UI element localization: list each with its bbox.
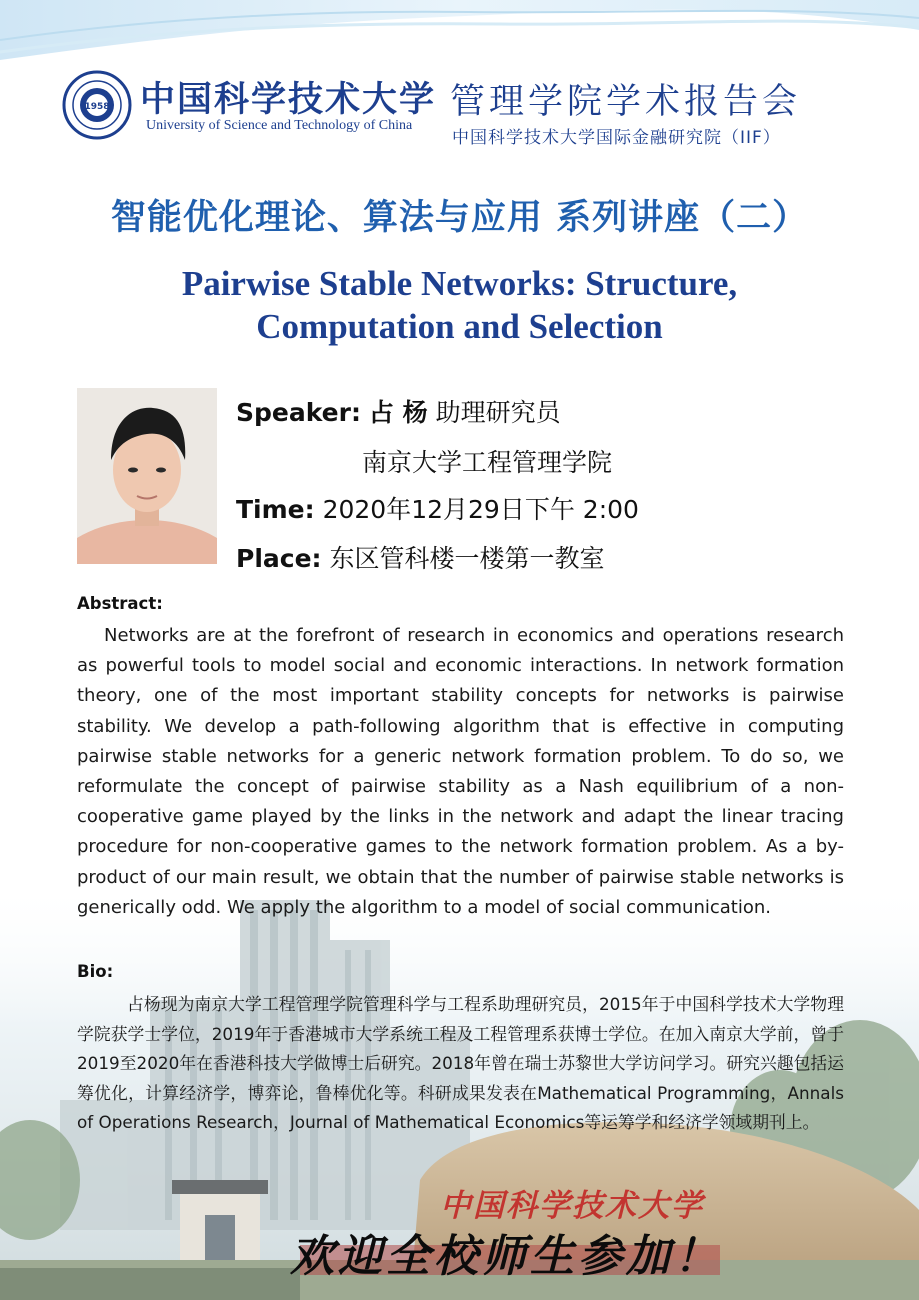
abstract-heading: Abstract: [77,594,163,613]
event-series-title: 管理学院学术报告会 [450,82,802,122]
bio-text: 占杨现为南京大学工程管理学院管理科学与工程系助理研究员，2015年于中国科学技术大学物理学院获学士学位，2019年于香港城市大学系统工程及工程管理系获博士学位。在加入南京大学前，曾于2019至2020年在香港科技大学做博士后研究。2018年曾在瑞士苏黎世大学访问学习。研究兴趣包括运筹优化，计算经济学，博弈论，鲁棒优化等。科研成果发表在Mathematical Programming，Annals of Operations Research，Journal of Mathematical Economics等运筹学和经济学领域期刊上。 [77,994,844,1132]
university-name-cn: 中国科学技术大学 [140,79,437,120]
welcome-message: 欢迎全校师生参加！ [290,1231,722,1282]
time-line [236,490,639,526]
talk-title [0,262,919,348]
time-value: 2020年12月29日下午 2:00 [322,495,639,524]
lecture-series-title: 智能优化理论、算法与应用 系列讲座（二） [110,198,809,238]
speaker-label: Speaker: [236,398,361,427]
place-label: Place: [236,544,322,573]
place-line [236,539,605,575]
ustc-logo-emblem [62,70,132,140]
university-name-en: University of Science and Technology of China [146,118,413,133]
speaker-line [236,393,561,429]
talk-title-line-2: Computation and Selection [256,307,663,346]
abstract-text: Networks are at the forefront of research in economics and operations research as powerful tools to model social and economic interactions. In network formation theory, one of the most important stability concepts for networks is pairwise stability. We develop a path-following algorithm that is effective in computing pairwise stable networks for a generic network formation problem. To do so, we reformulate the concept of pairwise stability as a Nash equilibrium of a non-cooperative game played by the links in the network and adapt the linear tracing procedure for non-cooperative games to the network formation problem. As a by-product of our main result, we obtain that the number of pairwise stable networks is generically odd. We apply the algorithm to a model of social communication. [77,625,844,918]
talk-title-line-1: Pairwise Stable Networks: Structure, [181,264,738,303]
institute-name: 中国科学技术大学国际金融研究院（IIF） [452,128,781,148]
bio-heading: Bio: [77,962,114,981]
stone-inscription: 中国科学技术大学 [440,1188,704,1224]
speaker-affiliation: 南京大学工程管理学院 [362,448,613,477]
speaker-photo [77,388,217,564]
speaker-position: 助理研究员 [435,398,561,427]
svg-text:1958: 1958 [84,102,110,112]
speaker-name: 占 杨 [368,398,428,427]
place-value: 东区管科楼一楼第一教室 [329,544,605,573]
time-label: Time: [236,495,315,524]
